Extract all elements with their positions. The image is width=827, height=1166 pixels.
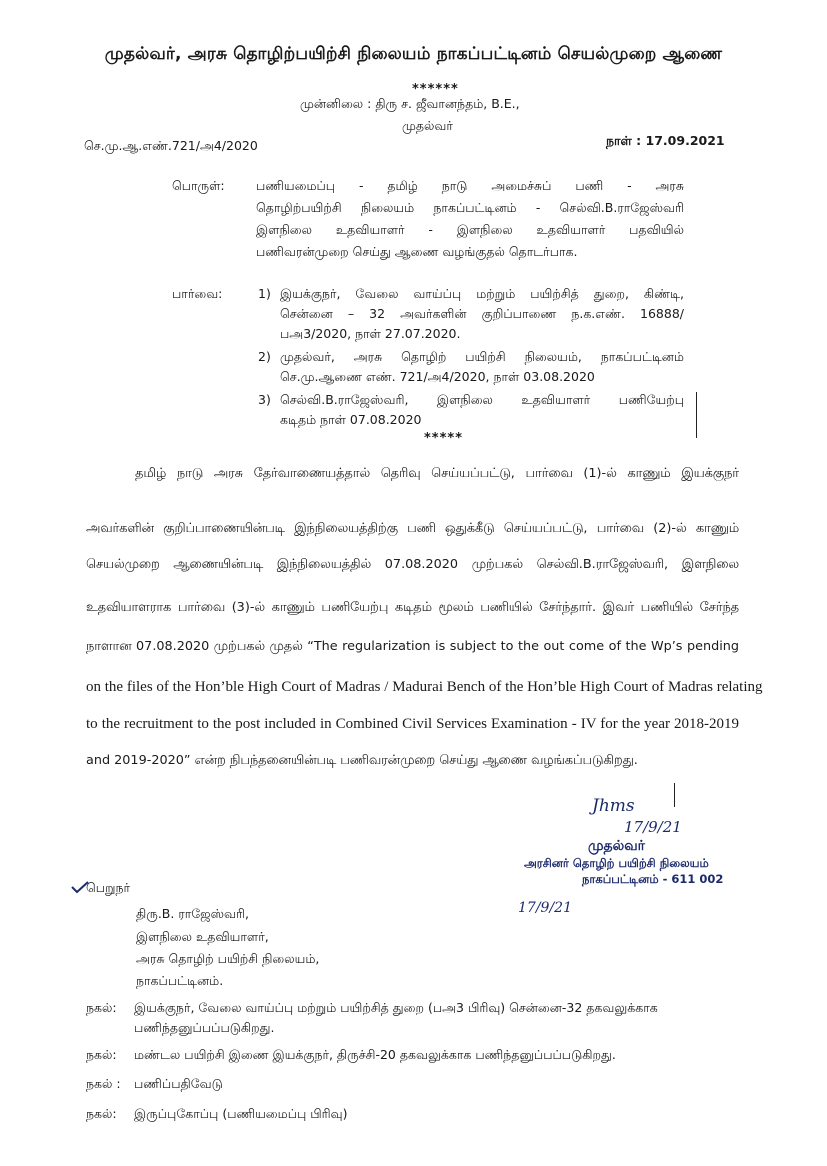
body-line: நாளான 07.08.2020 முற்பகல் முதல் “The regularization is subject to the out come of the Wp’s pending xyxy=(86,639,739,654)
recipient-handwritten-note: 17/9/21 xyxy=(518,900,572,916)
reference-line: முதல்வர், அரசு தொழிற் பயிற்சி நிலையம், நாகப்பட்டினம் xyxy=(280,349,684,364)
copy-line: இருப்புகோப்பு (பணியமைப்பு பிரிவு) xyxy=(134,1106,348,1121)
subject-line: இளநிலை உதவியாளர் - இளநிலை உதவியாளர் பதவியில் xyxy=(256,222,684,237)
margin-mark xyxy=(674,783,675,807)
copy-line: பணிந்தனுப்பப்படுகிறது. xyxy=(134,1020,275,1035)
reference-line: செல்வி.B.ராஜேஸ்வரி, இளநிலை உதவியாளர் பணியேற்பு xyxy=(280,392,684,407)
subject-line: பணிவரன்முறை செய்து ஆணை வழங்குதல் தொடர்பாக. xyxy=(256,244,578,259)
body-line: தமிழ் நாடு அரசு தேர்வாணையத்தால் தெரிவு செய்யப்பட்டு, பார்வை (1)-ல் காணும் இயக்குநர் xyxy=(135,466,739,481)
reference-line: இயக்குநர், வேலை வாய்ப்பு மற்றும் பயிற்சித் துறை, கிண்டி, xyxy=(280,286,684,301)
body-line: உதவியாளராக பார்வை (3)-ல் காணும் பணியேற்பு கடிதம் மூலம் பணியில் சேர்ந்தார். இவர் பணியில் சேர்ந்த xyxy=(86,600,739,615)
reference-line: செ.மு.ஆணை எண். 721/அ4/2020, நாள் 03.08.2020 xyxy=(280,369,595,384)
reference-number-1: 1) xyxy=(258,286,271,301)
page-title: முதல்வர், அரசு தொழிற்பயிற்சி நிலையம் நாகப்பட்டினம் செயல்முறை ஆணை xyxy=(104,44,723,64)
reference-line: கடிதம் நாள் 07.08.2020 xyxy=(280,412,422,427)
reference-number: செ.மு.ஆ.எண்.721/அ4/2020 xyxy=(84,138,258,153)
body-line: on the files of the Hon’ble High Court of Madras / Madurai Bench of the Hon’ble High Court of Madras relating xyxy=(86,679,763,695)
subject-label: பொருள்: xyxy=(172,178,225,193)
references-label: பார்வை: xyxy=(172,286,223,301)
recipient-label: பெறுநர் xyxy=(86,880,131,895)
subject-line: பணியமைப்பு - தமிழ் நாடு அமைச்சுப் பணி - அரசு xyxy=(256,178,684,193)
body-line: செயல்முறை ஆணையின்படி இந்நிலையத்தில் 07.08.2020 முற்பகல் செல்வி.B.ராஜேஸ்வரி, இளநிலை xyxy=(86,557,739,572)
order-date: நாள் : 17.09.2021 xyxy=(606,133,725,148)
body-line: அவர்களின் குறிப்பாணையின்படி இந்நிலையத்திற்கு பணி ஒதுக்கீடு செய்யப்பட்டு, பார்வை (2)-ல் காணும் xyxy=(86,521,739,536)
body-line: to the recruitment to the post included in Combined Civil Services Examination - IV for the year 2018-2019 xyxy=(86,716,739,732)
copy-label: நகல்: xyxy=(86,1047,117,1062)
margin-mark xyxy=(696,392,697,438)
copy-line: பணிப்பதிவேடு xyxy=(134,1076,223,1091)
references-stars: ***** xyxy=(424,431,463,446)
header-stars: ****** xyxy=(412,82,459,97)
recipient-line: நாகப்பட்டினம். xyxy=(136,973,224,988)
copy-line: இயக்குநர், வேலை வாய்ப்பு மற்றும் பயிற்சித் துறை (பஅ3 பிரிவு) சென்னை-32 தகவலுக்காக xyxy=(134,1000,658,1015)
reference-line: சென்னை – 32 அவர்களின் குறிப்பாணை ந.க.எண். 16888/ xyxy=(280,306,684,321)
copy-line: மண்டல பயிற்சி இணை இயக்குநர், திருச்சி-20 தகவலுக்காக பணிந்தனுப்பப்படுகிறது. xyxy=(134,1047,616,1062)
reference-line: பஅ3/2020, நாள் 27.07.2020. xyxy=(280,326,461,341)
copy-label: நகல்: xyxy=(86,1106,117,1121)
stamp-title: முதல்வர் xyxy=(588,838,645,854)
recipient-line: திரு.B. ராஜேஸ்வரி, xyxy=(136,906,249,921)
subject-line: தொழிற்பயிற்சி நிலையம் நாகப்பட்டினம் - செல்வி.B.ராஜேஸ்வரி xyxy=(256,200,684,215)
reference-number-2: 2) xyxy=(258,349,271,364)
reference-number-3: 3) xyxy=(258,392,271,407)
stamp-line: நாகப்பட்டினம் - 611 002 xyxy=(582,872,724,886)
body-line: and 2019-2020” என்ற நிபந்தனையின்படி பணிவரன்முறை செய்து ஆணை வழங்கப்படுகிறது. xyxy=(86,753,638,768)
handwritten-signature: Jhms xyxy=(592,796,635,816)
copy-label: நகல் : xyxy=(86,1076,121,1091)
designation: முதல்வர் xyxy=(402,118,453,133)
recipient-line: இளநிலை உதவியாளர், xyxy=(136,929,269,944)
presence-line: முன்னிலை : திரு ச. ஜீவானந்தம், B.E., xyxy=(300,96,520,111)
stamp-line: அரசினர் தொழிற் பயிற்சி நிலையம் xyxy=(524,856,709,870)
recipient-line: அரசு தொழிற் பயிற்சி நிலையம், xyxy=(136,951,320,966)
signature-date: 17/9/21 xyxy=(624,818,682,836)
copy-label: நகல்: xyxy=(86,1000,117,1015)
